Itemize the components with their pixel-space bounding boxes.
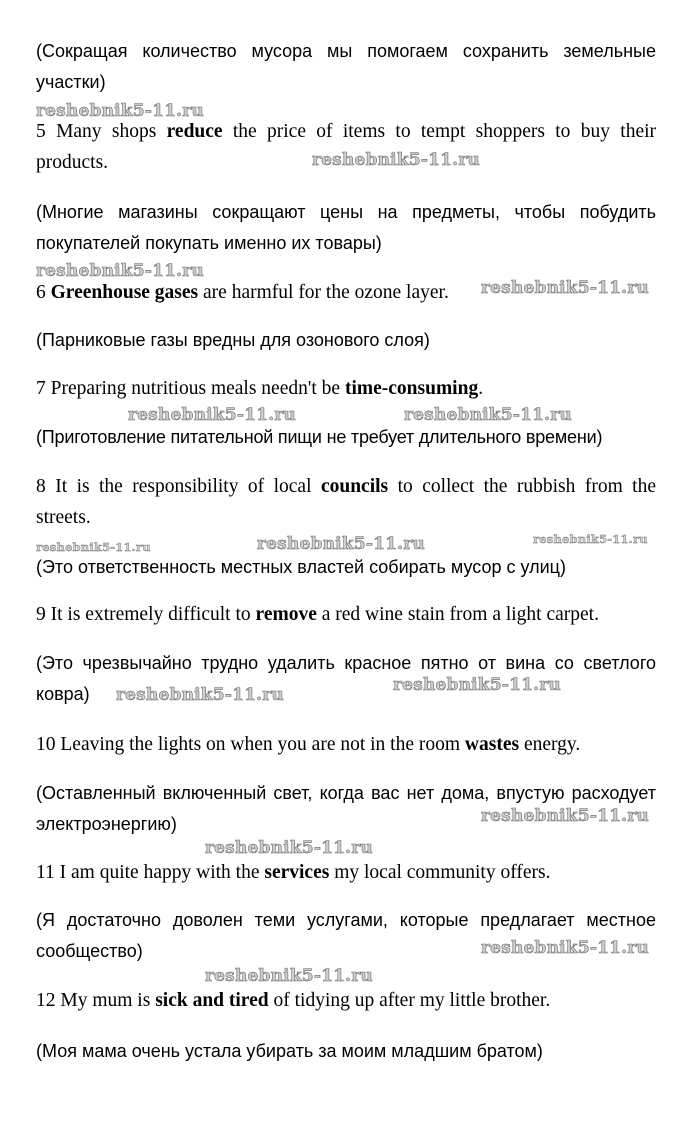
watermark-text: reshebnik5-11.ru bbox=[36, 540, 151, 554]
watermark-text: reshebnik5-11.ru bbox=[481, 806, 649, 826]
translation-9: (Это чрезвычайно трудно удалить красное пятно от вина со светлого ковра) bbox=[36, 653, 656, 704]
watermark-text: reshebnik5-11.ru bbox=[404, 405, 572, 425]
watermark-text: reshebnik5-11.ru bbox=[36, 101, 204, 121]
watermark-text: reshebnik5-11.ru bbox=[116, 685, 284, 705]
watermark-text: reshebnik5-11.ru bbox=[481, 278, 649, 298]
watermark-text: reshebnik5-11.ru bbox=[205, 838, 373, 858]
watermark-text: reshebnik5-11.ru bbox=[393, 675, 561, 695]
translation-11: (Я достаточно доволен теми услугами, которые предлагает местное сообщество) bbox=[36, 910, 656, 961]
translation-5: (Многие магазины сокращают цены на предметы, чтобы побудить покупателей покупать именно их товары) bbox=[36, 202, 656, 253]
sentence-number: 8 bbox=[36, 476, 46, 497]
watermark-text: reshebnik5-11.ru bbox=[36, 261, 204, 281]
sentence-number: 9 bbox=[36, 604, 46, 625]
watermark-text: reshebnik5-11.ru bbox=[533, 532, 648, 546]
watermark-text: reshebnik5-11.ru bbox=[257, 534, 425, 554]
sentence-number: 12 bbox=[36, 990, 56, 1011]
watermark-text: reshebnik5-11.ru bbox=[128, 405, 296, 425]
translation-4: (Сокращая количество мусора мы помогаем сохранить земельные участки) bbox=[36, 41, 656, 92]
sentence-6: 6 Greenhouse gases are harmful for the ozone layer. bbox=[36, 282, 449, 303]
answer-word: wastes bbox=[464, 734, 520, 755]
answer-word: remove bbox=[255, 604, 317, 625]
watermark-text: reshebnik5-11.ru bbox=[205, 966, 373, 986]
sentence-5: 5 Many shops reduce the price of items to tempt shoppers to buy their products. bbox=[36, 121, 657, 173]
sentence-8: 8 It is the responsibility of local councils to collect the rubbish from the streets. bbox=[36, 476, 657, 528]
sentence-number: 7 bbox=[36, 378, 46, 399]
watermark-text: reshebnik5-11.ru bbox=[312, 150, 480, 170]
sentence-number: 5 bbox=[36, 121, 46, 142]
sentence-number: 11 bbox=[36, 862, 55, 883]
answer-word: time-consuming bbox=[344, 378, 479, 399]
translation-7: (Приготовление питательной пищи не требует длительного времени) bbox=[36, 427, 603, 447]
sentence-number: 10 bbox=[36, 734, 56, 755]
sentence-11: 11 I am quite happy with the services my local community offers. bbox=[36, 862, 551, 883]
answer-word: reduce bbox=[166, 121, 223, 142]
answer-word: services bbox=[264, 862, 330, 883]
watermark-text: reshebnik5-11.ru bbox=[481, 938, 649, 958]
translation-12: (Моя мама очень устала убирать за моим младшим братом) bbox=[36, 1041, 543, 1061]
answer-word: councils bbox=[320, 476, 389, 497]
sentence-number: 6 bbox=[36, 282, 46, 303]
answer-word: sick and tired bbox=[155, 990, 269, 1011]
translation-8: (Это ответственность местных властей собирать мусор с улиц) bbox=[36, 557, 566, 577]
sentence-7: 7 Preparing nutritious meals needn't be time-consuming. bbox=[36, 378, 484, 399]
sentence-9: 9 It is extremely difficult to remove a red wine stain from a light carpet. bbox=[36, 604, 599, 625]
translation-10: (Оставленный включенный свет, когда вас нет дома, впустую расходует электроэнергию) bbox=[36, 783, 656, 834]
sentence-10: 10 Leaving the lights on when you are not in the room wastes energy. bbox=[36, 734, 581, 755]
translation-6: (Парниковые газы вредны для озонового слоя) bbox=[36, 330, 430, 350]
answer-word: Greenhouse gases bbox=[50, 282, 199, 303]
sentence-12: 12 My mum is sick and tired of tidying up after my little brother. bbox=[36, 990, 551, 1011]
